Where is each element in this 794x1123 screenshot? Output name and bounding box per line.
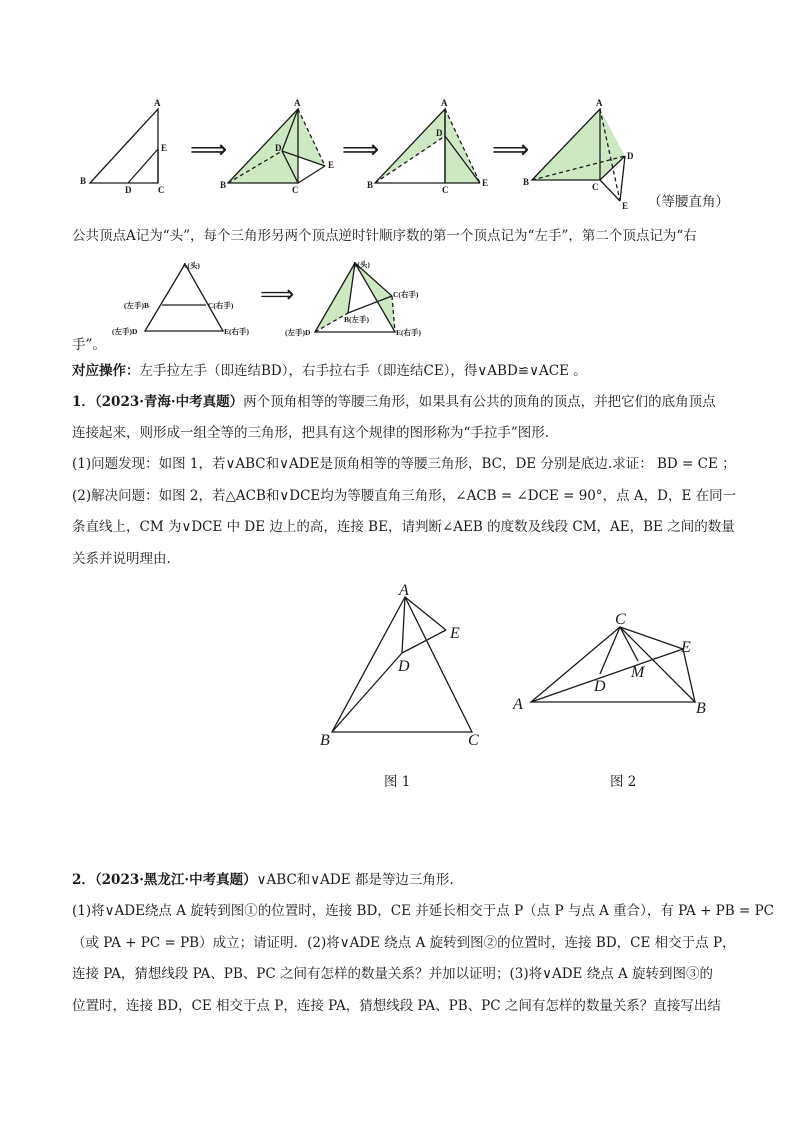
q1-figure-2-caption: 图 2 (610, 774, 637, 790)
q2-stem-text: ∨ABC和∨ADE 都是等边三角形. (256, 872, 454, 888)
strip4-label-A: A (596, 98, 603, 108)
q1-figure-2 (505, 605, 720, 725)
q2-line-3: 连接 PA，猜想线段 PA、PB、PC 之间有怎样的数量关系？并加以证明；(3)将∨ADE 绕点 A 旋转到图③的 (72, 966, 714, 982)
q1-figure-1-caption: 图 1 (384, 774, 411, 790)
operation-line (72, 362, 587, 380)
strip1-label-D: D (125, 185, 132, 195)
hand-arrow: ⟹ (260, 282, 295, 308)
intro-line-1: 公共顶点A记为“头”，每个三角形另两个顶点逆时针顺序数的第一个顶点记为“左手”，第二个顶点记为“右 (72, 228, 697, 244)
q1-figure-1 (310, 580, 500, 750)
strip3-label-C: C (442, 185, 449, 195)
q1-fig1-label-A: A (399, 582, 409, 599)
q1-stem-text-1: 两个顶角相等的等腰三角形，如果具有公共的顶角的顶点，并把它们的底角顶点 (243, 394, 716, 410)
strip-arrow-3: ⟹ (492, 135, 530, 164)
strip4-label-D: D (627, 151, 634, 161)
q1-part-2-line-2: 条直线上，CM 为∨DCE 中 DE 边上的高，连接 BE，请判断∠AEB 的度数及线段 CM，AE，BE 之间的数量 (72, 519, 735, 535)
q1-fig1-label-C: C (468, 732, 479, 749)
q1-part-1: (1)问题发现：如图 1，若∨ABC和∨ADE是顶角相等的等腰三角形，BC，DE 分别是底边.求证： BD = CE ； (72, 456, 736, 472)
strip2-label-B: B (220, 180, 227, 190)
strip1-label-E: E (161, 143, 168, 153)
q1-source: （2023·青海·中考真题） (94, 394, 244, 410)
strip-figure-4 (532, 109, 625, 201)
hand-right-righthand2: E(右手) (396, 328, 421, 337)
q2-line-2: （或 PA + PC = PB）成立；请证明．(2)将∨ADE 绕点 A 旋转到图②的位置时，连接 BD，CE 相交于点 P， (72, 935, 736, 951)
hand-right-lefthand2: (左手)D (285, 328, 311, 337)
q1-fig2-label-E: E (681, 639, 691, 656)
q2-source: （2023·黑龙江·中考真题） (94, 872, 257, 888)
q1-fig2-label-D: D (594, 678, 606, 695)
hand-left-righthand1: C(右手) (208, 301, 234, 310)
strip-arrow-2: ⟹ (342, 135, 380, 164)
q2-number: 2． (72, 872, 95, 888)
q1-number: 1． (72, 394, 95, 410)
hand-right-head: A(头) (352, 260, 370, 269)
hand-figure-left (145, 264, 223, 331)
q1-fig2-label-A: A (513, 696, 523, 713)
strip1-label-C: C (158, 185, 165, 195)
hand-left-head: A(头) (182, 261, 200, 270)
strip4-label-E: E (622, 201, 629, 211)
strip3-label-E: E (482, 178, 489, 188)
strip4-label-C: C (592, 182, 599, 192)
hand-right-righthand1: C(右手) (393, 290, 419, 299)
hand-right-lefthand1: B(左手) (344, 315, 369, 324)
q1-fig2-label-M: M (631, 664, 645, 681)
operation-text: 左手拉左手（即连结BD），右手拉右手（即连结CE），得∨ABD≌∨ACE 。 (139, 363, 587, 379)
hand-diagram (100, 258, 430, 340)
q1-fig2-label-C: C (615, 611, 626, 628)
strip3-label-D: D (436, 128, 443, 138)
q1-stem-line-1 (72, 393, 716, 411)
strip2-label-C: C (292, 185, 299, 195)
q1-fig1-label-D: D (398, 658, 410, 675)
q2-line-1: (1)将∨ADE绕点 A 旋转到图①的位置时，连接 BD，CE 并延长相交于点 P（点 P 与点 A 重合），有 PA + PB = PC (72, 903, 774, 919)
q1-fig1-label-B: B (320, 732, 330, 749)
hand-left-lefthand2: (左手)D (112, 327, 138, 336)
strip-arrow-1: ⟹ (190, 135, 228, 164)
intro-line-2: 手”。 (72, 337, 106, 353)
strip2-label-D: D (275, 143, 282, 153)
strip1-label-A: A (154, 98, 161, 108)
q2-line-4: 位置时，连接 BD，CE 相交于点 P，连接 PA，猜想线段 PA、PB、PC 之间有怎样的数量关系？直接写出结 (72, 998, 721, 1014)
hand-left-righthand2: E(右手) (224, 327, 249, 336)
intro-tag: （等腰直角） (648, 194, 729, 210)
strip2-label-E: E (328, 160, 335, 170)
q2-stem-line (72, 871, 454, 889)
strip2-label-A: A (294, 98, 301, 108)
strip-figure-1 (90, 109, 158, 183)
q1-stem-line-2: 连接起来，则形成一组全等的三角形，把具有这个规律的图形称为“手拉手”图形. (72, 425, 550, 441)
strip-figure-3 (375, 109, 480, 183)
strip3-label-B: B (367, 180, 374, 190)
q1-part-2-line-3: 关系并说明理由. (72, 551, 171, 567)
hand-left-lefthand1: (左手)B (124, 301, 149, 310)
q1-fig1-label-E: E (450, 625, 460, 642)
strip3-label-A: A (441, 98, 448, 108)
top-figure-strip (70, 96, 660, 211)
strip1-label-B: B (80, 176, 87, 186)
operation-label: 对应操作： (72, 363, 140, 379)
strip4-label-B: B (523, 177, 530, 187)
q1-fig2-label-B: B (696, 700, 706, 717)
q1-part-2-line-1: (2)解决问题：如图 2，若△ACB和∨DCE均为等腰直角三角形，∠ACB = ∠DCE = 90°，点 A，D，E 在同一 (72, 488, 737, 504)
